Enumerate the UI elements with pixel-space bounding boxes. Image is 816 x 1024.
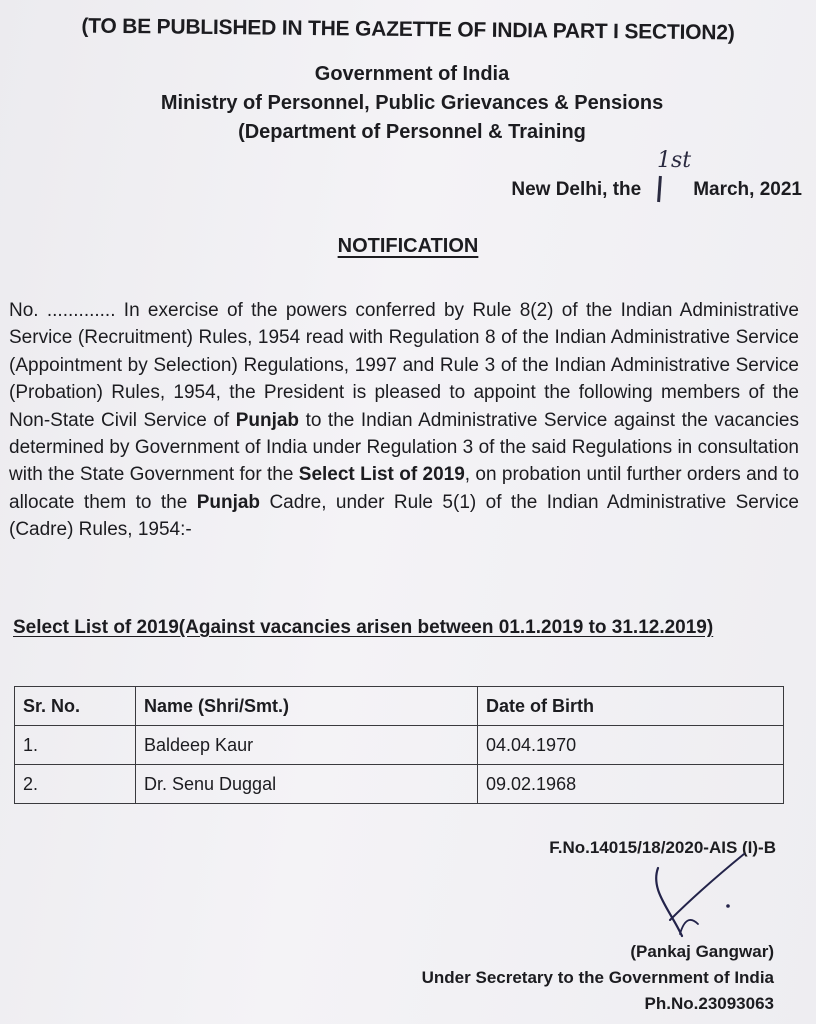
notification-title-text: NOTIFICATION (337, 235, 479, 257)
body-part-3: , on probation until further orders and to allocate them to the (9, 464, 800, 513)
table-row (15, 765, 784, 804)
header-dob: Date of Birth (478, 687, 784, 726)
notification-body (9, 297, 799, 544)
select-list-heading-text: Select List of 2019(Against vacancies arisen between 01.1.2019 to 31.12.2019) (13, 617, 714, 638)
cell-name: Dr. Senu Duggal (136, 765, 478, 804)
body-select-list: Select List of 2019 (298, 464, 465, 486)
table-row (15, 726, 784, 765)
file-number: F.No.14015/18/2020-AIS (I)-B (549, 838, 776, 857)
cell-dob: 04.04.1970 (478, 726, 784, 765)
body-state-2: Punjab (196, 491, 261, 513)
department-name: (Department of Personnel & Training (238, 121, 586, 143)
header-name: Name (Shri/Smt.) (136, 687, 478, 726)
cell-dob: 09.02.1968 (478, 765, 784, 804)
government-name: Government of India (314, 63, 510, 85)
ministry-name: Ministry of Personnel, Public Grievances & Pensions (160, 92, 664, 114)
notification-title (0, 235, 816, 258)
select-list-heading (13, 617, 713, 639)
signatory-name: (Pankaj Gangwar) (630, 942, 774, 961)
date-suffix: March, 2021 (693, 179, 802, 200)
header-sr-no: Sr. No. (15, 687, 136, 726)
body-state-1: Punjab (235, 409, 300, 431)
body-part-1: No. ............. In exercise of the powers conferred by Rule 8(2) of the Indian Administrative Service (Recruitment) Rules, 1954 read with Regulation 8 of the Indian Administrative Service (Appointment by Selection) Regulations, 1997 and Rule 3 of the Indian Administrative Service (Probation) Rules, 1954, the President is pleased to appoint the following members of the Non-State Civil Service of (9, 300, 799, 431)
signatory-phone: Ph.No.23093063 (644, 994, 774, 1013)
body-part-2: to the Indian Administrative Service against the vacancies determined by Government of India under Regulation 3 of the said Regulations in consultation with the State Government for the (9, 409, 799, 486)
signatory-designation: Under Secretary to the Government of India (421, 968, 774, 987)
body-part-4: Cadre, under Rule 5(1) of the Indian Administrative Service (Cadre) Rules, 1954:- (9, 491, 799, 541)
table-header-row (15, 687, 784, 726)
handwritten-day: 1st (657, 148, 692, 173)
gazette-publication-line: (TO BE PUBLISHED IN THE GAZETTE OF INDIA PART I SECTION2) (81, 14, 735, 45)
cell-sr-no: 2. (15, 765, 136, 804)
cell-sr-no: 1. (15, 726, 136, 765)
cell-name: Baldeep Kaur (136, 726, 478, 765)
date-prefix: New Delhi, the (511, 179, 642, 200)
signature-scribble (640, 850, 760, 940)
appointees-table (14, 686, 784, 804)
